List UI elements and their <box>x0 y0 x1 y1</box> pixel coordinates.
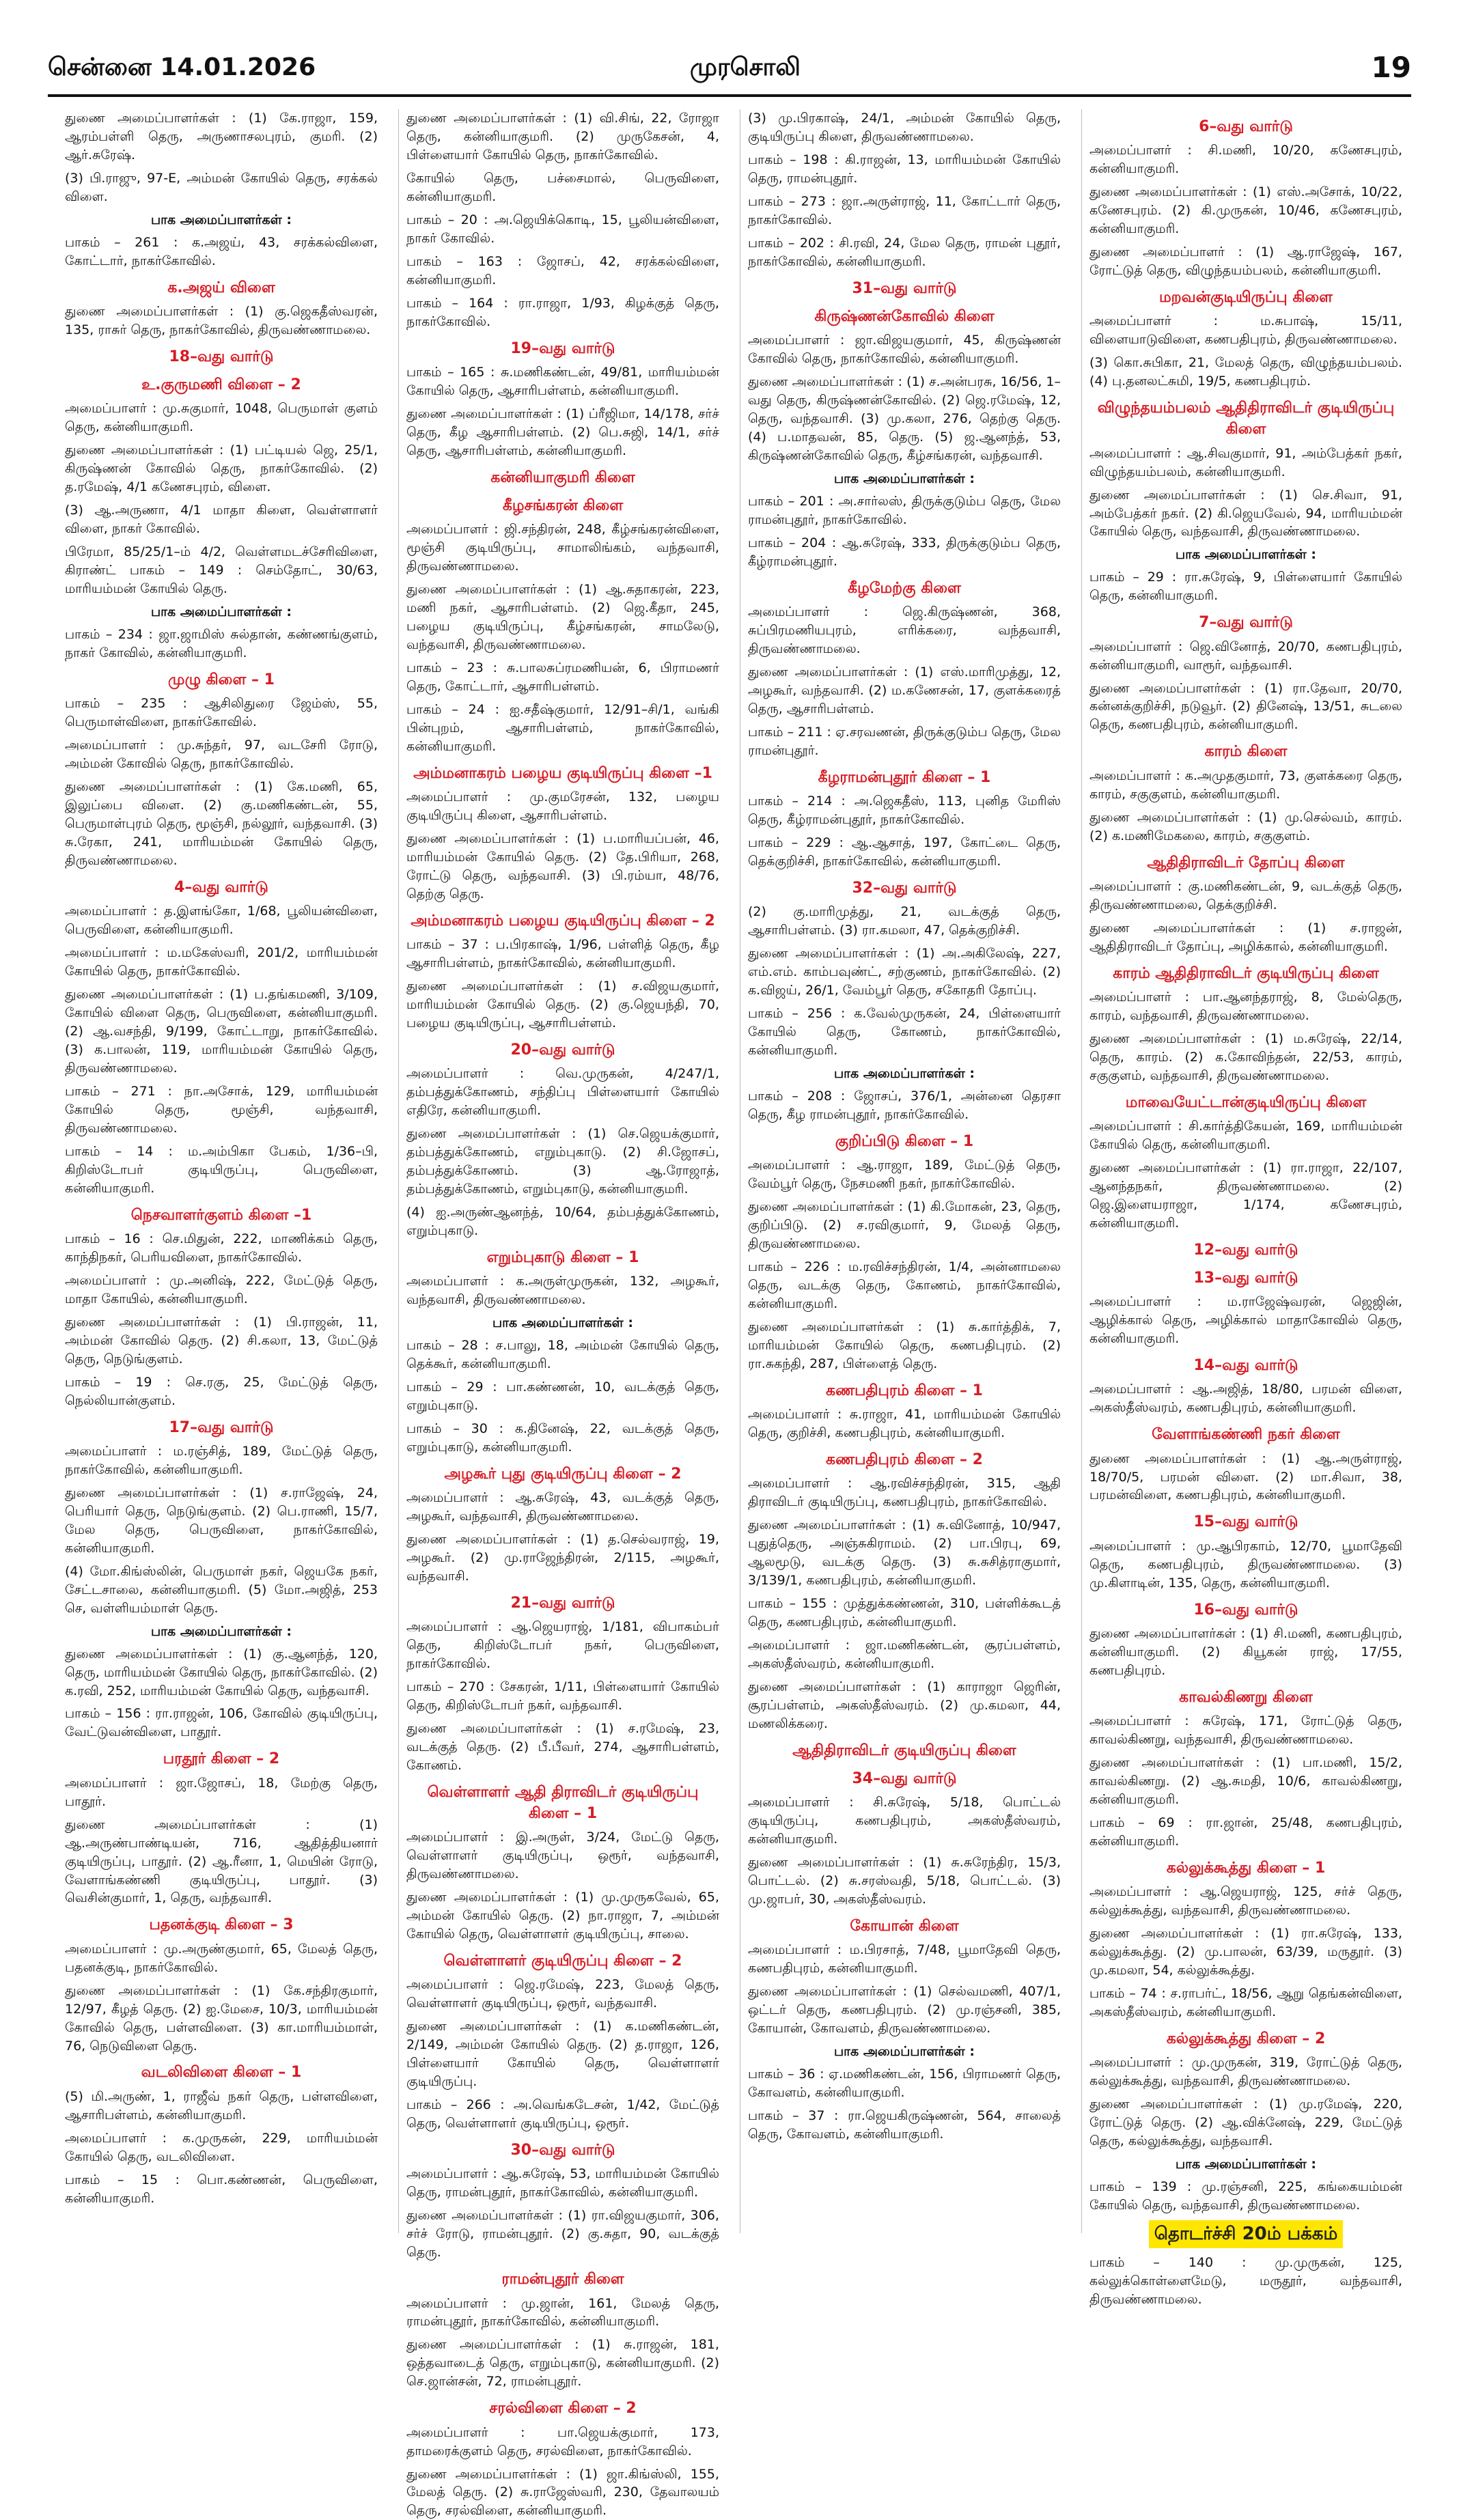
listing-entry: துணை அமைப்பாளர்கள் : (1) ப்ரீஜிமா, 14/178, சர்ச் தெரு, கீழ ஆசாரிபள்ளம். (2) பெ.சுஜி, 14/1, சர்ச் தெரு, ஆசாரிபள்ளம், கன்னியாகுமரி. <box>406 406 719 458</box>
section-heading: வெள்ளாளர் குடியிருப்பு கிளை – 2 <box>443 1952 682 1970</box>
listing-entry: பாகம் – 165 : சு.மணிகண்டன், 49/81, மாரியம்மன் கோயில் தெரு, ஆசாரிபள்ளம், கன்னியாகுமரி. <box>406 364 719 398</box>
listing-entry: துணை அமைப்பாளர்கள் : (1) பி.ராஜன், 11, அம்மன் கோவில் தெரு. (2) சி.கலா, 13, மேட்டுத் தெரு, நெடுங்குளம். <box>65 1314 378 1367</box>
section-heading: காரம் ஆதிதிராவிடர் குடியிருப்பு கிளை <box>1113 964 1379 982</box>
listing-entry: அமைப்பாளர் : க.அருள்முருகன், 132, அழகூர், வந்தவாசி, திருவண்ணாமலை. <box>406 1274 719 1308</box>
listing-entry: அமைப்பாளர் : ம.ரஞ்சித், 189, மேட்டுத் தெரு, நாகர்கோவில், கன்னியாகுமரி. <box>65 1443 378 1477</box>
listing-entry: (4) மோ.கிங்ஸ்லின், பெருமாள் நகர், ஜெயகே நகர், சேட்டசாலை, கன்னியாகுமரி. (5) மோ.அஜித், 253 செ, வள்ளியம்மாள் தெரு. <box>65 1563 378 1616</box>
listing-entry: துணை அமைப்பாளர்கள் : (1) ச.விஜயகுமார், மாரியம்மன் கோயில் தெரு. (2) கு.ஜெயந்தி, 70, பழைய குடியிருப்பு, ஆசாரிபள்ளம். <box>406 979 719 1031</box>
subsection-label: பாக அமைப்பாளர்கள் : <box>1175 2156 1316 2172</box>
listing-entry: (3) மு.பிரகாஷ், 24/1, அம்மன் கோயில் தெரு, குடியிருப்பு கிளை, திருவண்ணாமலை. <box>748 111 1061 144</box>
listing-entry: அமைப்பாளர் : க.அமுதகுமார், 73, குளக்கரை தெரு, காரம், சகுகுளம், கன்னியாகுமரி. <box>1089 768 1402 802</box>
listing-entry: அமைப்பாளர் : கு.மணிகண்டன், 9, வடக்குத் தெரு, திருவண்ணாமலை, தெக்குறிச்சி. <box>1089 878 1402 912</box>
listing-entry: அமைப்பாளர் : ஜெ.வினோத், 20/70, கணபதிபுரம், கன்னியாகுமரி, வாரூர், வந்தவாசி. <box>1089 639 1402 673</box>
section-heading: வடலிவிளை கிளை – 1 <box>141 2064 302 2082</box>
listing-entry: துணை அமைப்பாளர்கள் : (1) கு.ஆனந்த், 120, தெரு, மாரியம்மன் கோயில் தெரு, நாகர்கோவில். (2) க.ரவி, 252, மாரியம்மன் கோயில் தெரு, வந்தவாசி. <box>65 1646 378 1698</box>
listing-entry: துணை அமைப்பாளர்கள் : (1) த.செல்வராஜ், 19, அழகூர். (2) மு.ராஜேந்திரன், 2/115, அழகூர், வந்தவாசி. <box>406 1532 719 1584</box>
listing-entry: அமைப்பாளர் : ம.சுபாஷ், 15/11, விளையாடுவிளை, கணபதிபுரம், திருவண்ணாமலை. <box>1089 313 1402 348</box>
listing-entry: பாகம் – 36 : ஏ.மணிகண்டன், 156, பிராமணர் தெரு, கோவளம், கன்னியாகுமரி. <box>748 2067 1061 2101</box>
listing-entry: அமைப்பாளர் : சி.சுரேஷ், 5/18, பொட்டல் குடியிருப்பு, கணபதிபுரம், அகஸ்தீஸ்வரம், கன்னியாகுமரி. <box>748 1795 1061 1847</box>
listing-entry: பாகம் – 29 : பா.கண்ணன், 10, வடக்குத் தெரு, எறும்புகாடு. <box>406 1379 719 1413</box>
section-heading: 34–வது வார்டு <box>852 1769 957 1787</box>
section-heading: ஆதிதிராவிடர் குடியிருப்பு கிளை <box>792 1741 1016 1759</box>
listing-entry: அமைப்பாளர் : மு.குமரேசன், 132, பழைய குடியிருப்பு கிளை, ஆசாரிபள்ளம். <box>406 789 719 824</box>
section-heading: அம்மனாகரம் பழைய குடியிருப்பு கிளை – 2 <box>411 912 715 929</box>
section-heading: 20–வது வார்டு <box>510 1041 615 1059</box>
listing-entry: (3) பி.ராஜு, 97-E, அம்மன் கோயில் தெரு, சரக்கல் விளை. <box>65 170 378 204</box>
listing-entry: அமைப்பாளர் : ஆ.ராஜா, 189, மேட்டுத் தெரு, வேம்பூர் தெரு, நேசமணி நகர், நாகர்கோவில். <box>748 1158 1061 1192</box>
listing-entry: அமைப்பாளர் : ஆ.அஜித், 18/80, பரமன் விளை, அகஸ்தீஸ்வரம், கணபதிபுரம், கன்னியாகுமரி. <box>1089 1382 1402 1416</box>
listing-entry: பிரேமா, 85/25/1–ம் 4/2, வெள்ளமடச்சேரிவிளை, கிராண்ட் பாகம் – 149 : செம்தோட், 30/63, மாரியம்மன் கோயில் தெரு. <box>65 544 378 597</box>
listing-entry: பாகம் – 74 : ச.ராபர்ட், 18/56, ஆறு தெங்கன்விளை, அகஸ்தீஸ்வரம், கன்னியாகுமரி. <box>1089 1985 1402 2019</box>
listing-entry: அமைப்பாளர் : மு.ஜான், 161, மேலத் தெரு, ராமன்புதூர், நாகர்கோவில், கன்னியாகுமரி. <box>406 2295 719 2329</box>
section-heading: 31–வது வார்டு <box>852 279 957 297</box>
listing-entry: துணை அமைப்பாளர்கள் : (1) சு.கார்த்திக், 7, மாரியம்மன் கோயில் தெரு, கணபதிபுரம். (2) ரா.சுகந்தி, 287, பிள்ளைத் தெரு. <box>748 1319 1061 1371</box>
section-heading: 4–வது வார்டு <box>174 878 268 896</box>
listing-entry: அமைப்பாளர் : ம.பிரசாத், 7/48, பூமாதேவி தெரு, கணபதிபுரம், கன்னியாகுமரி. <box>748 1942 1061 1976</box>
listing-entry: துணை அமைப்பாளர்கள் : (1) கி.மோகன், 23, தெரு, குறிப்பிடு. (2) ச.ரவிகுமார், 9, மேலத் தெரு, திருவண்ணாமலை. <box>748 1199 1061 1251</box>
subsection-label: பாக அமைப்பாளர்கள் : <box>150 604 292 620</box>
listing-entry: பாகம் – 139 : மு.ரஞ்சனி, 225, கங்கையம்மன் கோயில் தெரு, வந்தவாசி, திருவண்ணாமலை. <box>1089 2179 1402 2213</box>
section-heading: கணபதிபுரம் கிளை – 2 <box>826 1451 983 1468</box>
listing-entry: பாகம் – 226 : ம.ரவிச்சந்திரன், 1/4, அன்னாமலை தெரு, வடக்கு தெரு, கோணம், நாகர்கோவில், கன்னியாகுமரி. <box>748 1259 1061 1311</box>
section-heading: 13–வது வார்டு <box>1193 1270 1298 1287</box>
listing-entry: அமைப்பாளர் : ஜா.மணிகண்டன், சூரப்பள்ளம், அகஸ்தீஸ்வரம், கன்னியாகுமரி. <box>748 1637 1061 1671</box>
section-heading: வெள்ளாளர் ஆதி திராவிடர் குடியிருப்பு கிளை – 1 <box>427 1783 699 1823</box>
section-heading: 18–வது வார்டு <box>169 348 274 365</box>
listing-entry: துணை அமைப்பாளர்கள் : (1) அ.அகிலேஷ், 227, எம்.எம். காம்பவுண்ட், சற்குணம், நாகர்கோவில். (2) க.விஜய், 26/1, வேம்பூர் தெரு, சகோதரி தோப்பு. <box>748 946 1061 998</box>
section-heading: 7–வது வார்டு <box>1199 614 1293 632</box>
section-heading: எறும்புகாடு கிளை – 1 <box>486 1248 639 1266</box>
section-heading: குறிப்பிடு கிளை – 1 <box>835 1132 974 1150</box>
column-4 <box>1089 109 1402 2307</box>
listing-entry: பாகம் – 198 : கி.ராஜன், 13, மாரியம்மன் கோயில் தெரு, ராமன்புதூர். <box>748 152 1061 186</box>
listing-entry: பாகம் – 37 : ரா.ஜெயகிருஷ்ணன், 564, சாலைத் தெரு, கோவளம், கன்னியாகுமரி. <box>748 2108 1061 2142</box>
masthead-title: முரசொலி <box>690 53 801 81</box>
listing-entry: துணை அமைப்பாளர்கள் : (1) சு.வினோத், 10/947, புதுத்தெரு, அஞ்சுகிராமம். (2) பா.பிரபு, 69, ஆலமூடு, வடக்கு தெரு. (3) சு.சுசித்ராகுமார், 3/139/1, கணபதிபுரம், கன்னியாகுமரி. <box>748 1517 1061 1588</box>
listing-entry: கோயில் தெரு, பச்சைமால், பெருவிளை, கன்னியாகுமரி. <box>406 170 719 204</box>
listing-entry: பாகம் – 37 : ப.பிரகாஷ், 1/96, பள்ளித் தெரு, கீழ ஆசாரிபள்ளம், நாகர்கோவில், கன்னியாகுமரி. <box>406 937 719 971</box>
listing-entry: பாகம் – 204 : ஆ.சுரேஷ், 333, திருக்குடும்ப தெரு, கீழ்ராமன்புதூர். <box>748 535 1061 569</box>
subsection-label: பாக அமைப்பாளர்கள் : <box>492 1315 633 1331</box>
listing-entry: துணை அமைப்பாளர்கள் : (1) காராஜா ஜெரின், சூரப்பள்ளம், அகஸ்தீஸ்வரம். (2) மு.கமலா, 44, மணலிக்கரை. <box>748 1679 1061 1731</box>
listing-entry: துணை அமைப்பாளர்கள் : (1) ஆ.சுதாகரன், 223, மணி நகர், ஆசாரிபள்ளம். (2) ஜெ.கீதா, 245, பழைய குடியிருப்பு, கீழ்சங்கரன், சாமலேடு, வந்தவாசி, திருவண்ணாமலை. <box>406 582 719 653</box>
page-number: 19 <box>1371 51 1411 84</box>
listing-entry: துணை அமைப்பாளர்கள் : (1) எஸ்.அசோக், 10/22, கணேசபுரம். (2) கி.முருகன், 10/46, கணேசபுரம், கன்னியாகுமரி. <box>1089 184 1402 237</box>
section-heading: 19–வது வார்டு <box>510 339 615 357</box>
listing-entry: பாகம் – 201 : அ.சார்லஸ், திருக்குடும்ப தெரு, மேல ராமன்புதூர், நாகர்கோவில். <box>748 493 1061 527</box>
listing-entry: துணை அமைப்பாளர்கள் : (1) ச.ராஜன், ஆதிதிராவிடர் தோப்பு, அழிக்கால், கன்னியாகுமரி. <box>1089 920 1402 954</box>
listing-entry: பாகம் – 29 : ரா.சுரேஷ், 9, பிள்ளையார் கோயில் தெரு, கன்னியாகுமரி. <box>1089 570 1402 604</box>
listing-entry: பாகம் – 271 : நா.அசோக், 129, மாரியம்மன் கோயில் தெரு, மூஞ்சி, வந்தவாசி, திருவண்ணாமலை. <box>65 1083 378 1136</box>
listing-entry: அமைப்பாளர் : மு.சுந்தர், 97, வடசேரி ரோடு, அம்மன் கோவில் தெரு, நாகர்கோவில். <box>65 738 378 772</box>
section-heading: மறவன்குடியிருப்பு கிளை <box>1158 289 1333 307</box>
section-heading: கோயான் கிளை <box>850 1918 959 1935</box>
listing-entry: (4) ஐ.அருண்ஆனந்த், 10/64, தம்பத்துக்கோணம், எறும்புகாடு. <box>406 1204 719 1238</box>
listing-entry: அமைப்பாளர் : ம.மகேஸ்வரி, 201/2, மாரியம்மன் கோயில் தெரு, நாகர்கோவில். <box>65 945 378 979</box>
listing-entry: அமைப்பாளர் : சி.மணி, 10/20, கணேசபுரம், கன்னியாகுமரி. <box>1089 143 1402 177</box>
section-heading: முழு கிளை – 1 <box>168 671 275 688</box>
section-heading: 15–வது வார்டு <box>1193 1513 1298 1531</box>
listing-entry: பாகம் – 202 : சி.ரவி, 24, மேல தெரு, ராமன் புதூர், நாகர்கோவில், கன்னியாகுமரி. <box>748 235 1061 269</box>
section-heading: கல்லுக்கூத்து கிளை – 1 <box>1166 1859 1326 1877</box>
listing-entry: பாகம் – 214 : அ.ஜெகதீஸ், 113, புனித மேரிஸ் தெரு, கீழ்ராமன்புதூர், நாகர்கோவில். <box>748 794 1061 828</box>
listing-entry: துணை அமைப்பாளர்கள் : (1) ஜா.கிங்ஸ்லி, 155, மேலத் தெரு. (2) சு.ராஜேஸ்வரி, 230, தேவாலயம் தெரு, சரல்விளை, கன்னியாகுமரி. <box>406 2466 719 2519</box>
section-heading: ராமன்புதூர் கிளை <box>501 2271 624 2288</box>
listing-entry: துணை அமைப்பாளர்கள் : (1) கே.மணி, 65, இலுப்பை விளை. (2) கு.மணிகண்டன், 55, பெருமாள்புரம் தெரு, மூஞ்சி, நல்லூர், வந்தவாசி. (3) சு.ரேகா, 241, மாரியம்மன் கோயில் தெரு, திருவண்ணாமலை. <box>65 779 378 868</box>
listing-entry: துணை அமைப்பாளர்கள் : (1) ரா.தேவா, 20/70, கன்னக்குறிச்சி, நடுவூர். (2) தினேஷ், 13/51, சுடலை தெரு, கணபதிபுரம், கன்னியாகுமரி. <box>1089 680 1402 733</box>
listing-entry: (2) கு.மாரிமுத்து, 21, வடக்குத் தெரு, ஆசாரிபள்ளம். (3) ரா.கமலா, 47, தெக்குறிச்சி. <box>748 904 1061 938</box>
section-heading: கணபதிபுரம் கிளை – 1 <box>826 1382 983 1399</box>
subsection-label: பாக அமைப்பாளர்கள் : <box>150 212 292 227</box>
listing-entry: பாகம் – 229 : ஆ.ஆசாத், 197, கோட்டை தெரு, தெக்குறிச்சி, நாகர்கோவில், கன்னியாகுமரி. <box>748 835 1061 869</box>
listing-entry: துணை அமைப்பாளர்கள் : (1) மு.ரமேஷ், 220, ரோட்டுத் தெரு. (2) ஆ.விக்னேஷ், 229, மேட்டுத் தெரு, கல்லுக்கூத்து, வந்தவாசி. <box>1089 2096 1402 2148</box>
page-header <box>0 0 1459 82</box>
listing-entry: துணை அமைப்பாளர்கள் : (1) ப.தங்கமணி, 3/109, கோயில் விளை தெரு, பெருவிளை, கன்னியாகுமரி. (2) ஆ.வசந்தி, 9/199, கோட்டாறு, நாகர்கோவில். (3) க.பாலன், 119, மாரியம்மன் கோயில் தெரு, திருவண்ணாமலை. <box>65 987 378 1076</box>
listing-entry: பாகம் – 256 : க.வேல்முருகன், 24, பிள்ளையார் கோயில் தெரு, கோணம், நாகர்கோவில், கன்னியாகுமரி. <box>748 1006 1061 1058</box>
listing-entry: அமைப்பாளர் : சி.கார்த்திகேயன், 169, மாரியம்மன் கோயில் தெரு, கன்னியாகுமரி. <box>1089 1118 1402 1152</box>
listing-entry: அமைப்பாளர் : மு.சுகுமார், 1048, பெருமாள் குளம் தெரு, கன்னியாகுமரி. <box>65 401 378 435</box>
listing-entry: அமைப்பாளர் : மு.ஆபிரகாம், 12/70, பூமாதேவி தெரு, கணபதிபுரம், திருவண்ணாமலை. (3) மு.கிளாடின், 135, தெரு, கன்னியாகுமரி. <box>1089 1538 1402 1591</box>
subsection-label: பாக அமைப்பாளர்கள் : <box>150 1623 292 1639</box>
listing-entry: பாகம் – 163 : ஜோசப், 42, சரக்கல்விளை, கன்னியாகுமரி. <box>406 253 719 288</box>
section-heading: 17–வது வார்டு <box>169 1418 274 1436</box>
column-1 <box>65 109 378 2233</box>
listing-entry: துணை அமைப்பாளர்கள் : (1) சி.மணி, கணபதிபுரம், கன்னியாகுமரி. (2) கியூகன் ராஜ், 17/55, கணபதிபுரம். <box>1089 1625 1402 1678</box>
listing-entry: அமைப்பாளர் : இ.அருள், 3/24, மேட்டு தெரு, வெள்ளாளர் குடியிருப்பு, ஒரூர், வந்தவாசி, திருவண்ணாமலை. <box>406 1830 719 1882</box>
listing-entry: அமைப்பாளர் : ஆ.ரவிச்சந்திரன், 315, ஆதி திராவிடர் குடியிருப்பு, கணபதிபுரம், நாகர்கோவில். <box>748 1476 1061 1510</box>
section-heading: 30–வது வார்டு <box>510 2142 615 2159</box>
section-heading: மாவையேட்டான்குடியிருப்பு கிளை <box>1125 1093 1367 1111</box>
listing-entry: அமைப்பாளர் : பா.ஜெயக்குமார், 173, தாமரைக்குளம் தெரு, சரல்விளை, நாகர்கோவில். <box>406 2424 719 2459</box>
listing-entry: (3) ஆ.அருணா, 4/1 மாதா கிளை, வெள்ளாளர் விளை, நாகர் கோவில். <box>65 503 378 537</box>
continuation-wrap <box>1089 2220 1402 2248</box>
listing-entry: துணை அமைப்பாளர்கள் : (1) பா.மணி, 15/2, காவல்கிணறு. (2) ஆ.சுமதி, 10/6, காவல்கிணறு, கன்னியாகுமரி. <box>1089 1754 1402 1807</box>
listing-entry: துணை அமைப்பாளர்கள் : (1) சு.ராஜன், 181, ஒத்தவாடைத் தெரு, எறும்புகாடு, கன்னியாகுமரி. (2) செ.ஜான்சன், 72, ராமன்புதூர். <box>406 2337 719 2390</box>
listing-entry: துணை அமைப்பாளர்கள் : (1) செ.சிவா, 91, அம்பேத்கர் நகர். (2) கி.ஜெயவேல், 94, மாரியம்மன் கோயில் தெரு, வந்தவாசி, திருவண்ணாமலை. <box>1089 487 1402 540</box>
listing-entry: துணை அமைப்பாளர் : (1) ஆ.ராஜேஷ், 167, ரோட்டுத் தெரு, விழுந்தயம்பலம், கன்னியாகுமரி. <box>1089 244 1402 279</box>
section-heading: ஆதிதிராவிடர் தோப்பு கிளை <box>1147 854 1345 871</box>
listing-entry: அமைப்பாளர் : ஜெ.ரமேஷ், 223, மேலத் தெரு, வெள்ளாளர் குடியிருப்பு, ஒரூர், வந்தவாசி. <box>406 1977 719 2011</box>
continuation-note: தொடர்ச்சி 20ம் பக்கம் <box>1149 2220 1344 2248</box>
section-heading: சரல்விளை கிளை – 2 <box>489 2400 637 2418</box>
listing-entry: துணை அமைப்பாளர்கள் : (1) பட்டியல் ஜெ, 25/1, கிருஷ்ணன் கோவில் தெரு, நாகர்கோவில். (2) த.ரமேஷ், 4/1 கணேசபுரம், விளை. <box>65 443 378 495</box>
listing-entry: பாகம் – 28 : ச.பாலு, 18, அம்மன் கோயில் தெரு, தெக்கூர், கன்னியாகுமரி. <box>406 1338 719 1372</box>
listing-entry: துணை அமைப்பாளர்கள் : (1) க.மணிகண்டன், 2/149, அம்மன் கோயில் தெரு. (2) த.ராஜா, 126, பிள்ளையார் கோயில் தெரு, வெள்ளாளர் குடியிருப்பு. <box>406 2019 719 2090</box>
listing-entry: அமைப்பாளர் : ஜெ.கிருஷ்ணன், 368, சுப்பிரமணியபுரம், எரிக்கரை, வந்தவாசி, திருவண்ணாமலை. <box>748 604 1061 657</box>
section-heading: 14–வது வார்டு <box>1193 1357 1298 1375</box>
listing-entry: பாகம் – 273 : ஜா.அருள்ராஜ், 11, கோட்டார் தெரு, நாகர்கோவில். <box>748 193 1061 227</box>
listing-entry: அமைப்பாளர் : ஜா.விஜயகுமார், 45, கிருஷ்ணன் கோவில் தெரு, நாகர்கோவில், கன்னியாகுமரி. <box>748 333 1061 367</box>
listing-entry: பாகம் – 164 : ரா.ராஜா, 1/93, கிழக்குத் தெரு, நாகர்கோவில். <box>406 295 719 329</box>
section-heading: 6–வது வார்டு <box>1199 118 1293 135</box>
section-heading: நெசவாளர்குளம் கிளை –1 <box>130 1206 312 1224</box>
listing-entry: பாகம் – 140 : மு.முருகன், 125, கல்லுக்கொள்ளைமேடு, மருதூர், வந்தவாசி, திருவண்ணாமலை. <box>1089 2254 1402 2307</box>
listing-entry: துணை அமைப்பாளர்கள் : (1) வி.சிங், 22, ரோஜா தெரு, கன்னியாகுமரி. (2) முருகேசன், 4, பிள்ளையார் கோயில் தெரு, நாகர்கோவில். <box>406 111 719 163</box>
section-heading: காவல்கிணறு கிளை <box>1179 1688 1313 1706</box>
section-heading: பரதூர் கிளை – 2 <box>163 1750 280 1768</box>
listing-entry: அமைப்பாளர் : ஜி.சந்திரன், 248, கீழ்சங்கரன்விளை, மூஞ்சி குடியிருப்பு, சாமாலிங்கம், வந்தவாசி, திருவண்ணாமலை. <box>406 522 719 574</box>
dateline: சென்னை 14.01.2026 <box>48 53 316 81</box>
listing-entry: துணை அமைப்பாளர்கள் : (1) ரா.ராஜா, 22/107, ஆனந்தநகர், திருவண்ணாமலை. (2) ஜெ.இளையராஜா, 1/174, கணேசபுரம், கன்னியாகுமரி. <box>1089 1160 1402 1231</box>
listing-entry: பாகம் – 14 : ம.அம்பிகா பேகம், 1/36–பி, கிறிஸ்டோபர் குடியிருப்பு, பெருவிளை, கன்னியாகுமரி. <box>65 1143 378 1196</box>
article-columns <box>65 109 1404 2519</box>
header-rule <box>48 94 1411 97</box>
subsection-label: பாக அமைப்பாளர்கள் : <box>833 1065 975 1081</box>
listing-entry: அமைப்பாளர் : ம.ராஜேஷ்வரன், ஜெஜின், ஆழிக்கால் தெரு, அழிக்கால் மாதாகோவில் தெரு, கன்னியாகுமரி. <box>1089 1294 1402 1347</box>
listing-entry: துணை அமைப்பாளர்கள் : (1) செ.ஜெயக்குமார், தம்பத்துக்கோணம், எறும்புகாடு. (2) சி.ஜோசப், தம்பத்துக்கோணம். (3) ஆ.ரோஜாத், தம்பத்துக்கோணம், எறும்புகாடு, கன்னியாகுமரி. <box>406 1126 719 1196</box>
listing-entry: துணை அமைப்பாளர்கள் : (1) ஆ.அருண்பாண்டியன், 716, ஆதித்தியனார் குடியிருப்பு, பாதூர். (2) ஆ.ரீனா, 1, மெயின் ரோடு, வேளாங்கண்ணி குடியிருப்பு, பாதூர். (3) வெசின்குமார், 1, தெரு, வந்தவாசி. <box>65 1817 378 1906</box>
listing-entry: அமைப்பாளர் : மு.அருண்குமார், 65, மேலத் தெரு, பதனக்குடி, நாகர்கோவில். <box>65 1941 378 1975</box>
section-heading: கீழமேற்கு கிளை <box>848 579 961 597</box>
listing-entry: பாகம் – 266 : அ.வெங்கடேசன், 1/42, மேட்டுத் தெரு, வெள்ளாளர் குடியிருப்பு, ஒரூர். <box>406 2097 719 2131</box>
listing-entry: அமைப்பாளர் : ஆ.சுரேஷ், 53, மாரியம்மன் கோயில் தெரு, ராமன்புதூர், நாகர்கோவில், கன்னியாகுமரி. <box>406 2166 719 2200</box>
listing-entry: (5) மி.அருண், 1, ராஜீவ் நகர் தெரு, பள்ளவிளை, ஆசாரிபள்ளம், கன்னியாகுமரி. <box>65 2088 378 2123</box>
section-heading: உ.குருமணி விளை – 2 <box>141 376 301 394</box>
listing-entry: அமைப்பாளர் : பா.ஆனந்தராஜ், 8, மேல்தெரு, காரம், வந்தவாசி, திருவண்ணாமலை. <box>1089 989 1402 1023</box>
column-2 <box>406 109 719 2519</box>
listing-entry: (3) கொ.சுபிகா, 21, மேலத் தெரு, விழுந்தயம்பலம். (4) பு.தனலட்சுமி, 19/5, கணபதிபுரம். <box>1089 355 1402 389</box>
listing-entry: துணை அமைப்பாளர்கள் : (1) ஆ.அருள்ராஜ், 18/70/5, பரமன் விளை. (2) மா.சிவா, 38, பரமன்விளை, கணபதிபுரம், கன்னியாகுமரி. <box>1089 1451 1402 1503</box>
column-3 <box>748 109 1061 2233</box>
section-heading: வேளாங்கண்ணி நகர் கிளை <box>1152 1426 1340 1444</box>
listing-entry: துணை அமைப்பாளர்கள் : (1) மு.முருகவேல், 65, அம்மன் கோயில் தெரு. (2) நா.ராஜா, 7, அம்மன் கோயில் தெரு, வெள்ளாளர் குடியிருப்பு, சாலை. <box>406 1890 719 1942</box>
section-heading: 32–வது வார்டு <box>852 879 957 897</box>
section-heading: 12–வது வார்டு <box>1193 1241 1298 1259</box>
section-heading: கீழராமன்புதூர் கிளை – 1 <box>818 768 991 786</box>
section-heading: கல்லுக்கூத்து கிளை – 2 <box>1166 2030 1326 2047</box>
listing-entry: பாகம் – 16 : செ.மிதுன், 222, மாணிக்கம் தெரு, காந்திநகர், பெரியவிளை, நாகர்கோவில். <box>65 1231 378 1265</box>
listing-entry: அமைப்பாளர் : க.முருகன், 229, மாரியம்மன் கோயில் தெரு, வடலிவிளை. <box>65 2130 378 2164</box>
listing-entry: அமைப்பாளர் : ஜா.ஜோசப், 18, மேற்கு தெரு, பாதூர். <box>65 1775 378 1809</box>
listing-entry: பாகம் – 69 : ரா.ஜான், 25/48, கணபதிபுரம், கன்னியாகுமரி. <box>1089 1815 1402 1849</box>
listing-entry: பாகம் – 156 : ரா.ராஜன், 106, கோவில் குடியிருப்பு, வேட்டுவன்விளை, பாதூர். <box>65 1706 378 1740</box>
listing-entry: அமைப்பாளர் : த.இளங்கோ, 1/68, பூலியன்விளை, பெருவிளை, கன்னியாகுமரி. <box>65 904 378 938</box>
listing-entry: பாகம் – 20 : அ.ஜெயிக்கொடி, 15, பூலியன்விளை, நாகர் கோவில். <box>406 212 719 246</box>
listing-entry: துணை அமைப்பாளர்கள் : (1) கே.ராஜா, 159, ஆரம்பள்ளி தெரு, அருணாசலபுரம், குமரி. (2) ஆர்.சுரேஷ். <box>65 111 378 163</box>
listing-entry: துணை அமைப்பாளர்கள் : (1) மு.செல்வம், காரம். (2) க.மணிமேகலை, காரம், சகுகுளம். <box>1089 809 1402 843</box>
listing-entry: அமைப்பாளர் : ஆ.ஜெயராஜ், 1/181, விபாகம்பர் தெரு, கிறிஸ்டோபர் நகர், பெருவிளை, நாகர்கோவில். <box>406 1619 719 1672</box>
listing-entry: துணை அமைப்பாளர்கள் : (1) சு.சுரேந்திர, 15/3, பொட்டல். (2) சு.சரஸ்வதி, 5/18, பொட்டல். (3) மு.ஜாபர், 30, அகஸ்தீஸ்வரம். <box>748 1855 1061 1907</box>
listing-entry: பாகம் – 261 : க.அஜய், 43, சரக்கல்விளை, கோட்டார், நாகர்கோவில். <box>65 234 378 268</box>
listing-entry: பாகம் – 235 : ஆசிலிதுரை ஜேம்ஸ், 55, பெருமாள்விளை, நாகர்கோவில். <box>65 696 378 730</box>
listing-entry: பாகம் – 30 : க.தினேஷ், 22, வடக்குத் தெரு, எறும்புகாடு, கன்னியாகுமரி. <box>406 1420 719 1455</box>
section-heading: கன்னியாகுமரி கிளை <box>490 468 635 486</box>
listing-entry: துணை அமைப்பாளர்கள் : (1) ச.ரமேஷ், 23, வடக்குத் தெரு. (2) பீ.பீவர், 274, ஆசாரிபள்ளம், கோணம். <box>406 1721 719 1773</box>
listing-entry: அமைப்பாளர் : மு.அனிஷ், 222, மேட்டுத் தெரு, மாதா கோயில், கன்னியாகுமரி. <box>65 1272 378 1306</box>
section-heading: 21–வது வார்டு <box>510 1594 615 1612</box>
section-heading: பதனக்குடி கிளை – 3 <box>149 1916 294 1934</box>
section-heading: விழுந்தயம்பலம் ஆதிதிராவிடர் குடியிருப்பு கிளை <box>1097 400 1395 438</box>
section-heading: கிருஷ்ணன்கோவில் கிளை <box>814 307 995 325</box>
listing-entry: பாகம் – 24 : ஐ.சதீஷ்குமார், 12/91–சி/1, வங்கி பின்புறம், ஆசாரிபள்ளம், நாகர்கோவில், கன்னியாகுமரி. <box>406 701 719 754</box>
listing-entry: துணை அமைப்பாளர்கள் : (1) ரா.விஜயகுமார், 306, சர்ச் ரோடு, ராமன்புதூர். (2) கு.சுதா, 90, வடக்குத் தெரு. <box>406 2208 719 2260</box>
section-heading: க.அஜய் விளை <box>167 279 275 296</box>
listing-entry: பாகம் – 211 : ஏ.சரவணன், திருக்குடும்ப தெரு, மேல ராமன்புதூர். <box>748 724 1061 758</box>
section-heading: அம்மனாகரம் பழைய குடியிருப்பு கிளை –1 <box>413 764 712 782</box>
section-heading: 16–வது வார்டு <box>1193 1601 1298 1619</box>
section-heading: காரம் கிளை <box>1204 743 1288 761</box>
listing-entry: பாகம் – 155 : முத்துக்கண்ணன், 310, பள்ளிக்கூடத் தெரு, கணபதிபுரம், கன்னியாகுமரி. <box>748 1595 1061 1629</box>
listing-entry: துணை அமைப்பாளர்கள் : (1) ப.மாரியப்பன், 46, மாரியம்மன் கோயில் தெரு. (2) தே.பிரியா, 268, ரோட்டு தெரு, வந்தவாசி. (3) பி.ரம்யா, 48/76, தெற்கு தெரு. <box>406 831 719 901</box>
listing-entry: பாகம் – 19 : செ.ரகு, 25, மேட்டுத் தெரு, நெல்லியான்குளம். <box>65 1374 378 1408</box>
section-heading: கீழசங்கரன் கிளை <box>502 496 624 514</box>
listing-entry: அமைப்பாளர் : மு.முருகன், 319, ரோட்டுத் தெரு, கல்லுக்கூத்து, வந்தவாசி, திருவண்ணாமலை. <box>1089 2055 1402 2088</box>
subsection-label: பாக அமைப்பாளர்கள் : <box>833 2044 975 2060</box>
listing-entry: துணை அமைப்பாளர்கள் : (1) செல்வமணி, 407/1, ஒட்டர் தெரு, கணபதிபுரம். (2) மு.ரஞ்சனி, 385, கோயான், கோவளம், திருவண்ணாமலை. <box>748 1984 1061 2036</box>
listing-entry: பாகம் – 208 : ஜோசப், 376/1, அன்னை தெரசா தெரு, கீழ ராமன்புதூர், நாகர்கோவில். <box>748 1088 1061 1122</box>
subsection-label: பாக அமைப்பாளர்கள் : <box>833 471 975 486</box>
section-heading: அழகூர் புது குடியிருப்பு கிளை – 2 <box>444 1465 682 1483</box>
listing-entry: அமைப்பாளர் : ஆ.ஜெயராஜ், 125, சர்ச் தெரு, கல்லுக்கூத்து, வந்தவாசி, திருவண்ணாமலை. <box>1089 1884 1402 1918</box>
listing-entry: துணை அமைப்பாளர்கள் : (1) ம.சுரேஷ், 22/14, தெரு, காரம். (2) க.கோவிந்தன், 22/53, காரம், சகுகுளம், வந்தவாசி, திருவண்ணாமலை. <box>1089 1031 1402 1083</box>
listing-entry: பாகம் – 270 : சேகரன், 1/11, பிள்ளையார் கோயில் தெரு, கிறிஸ்டோபர் நகர், வந்தவாசி. <box>406 1679 719 1713</box>
listing-entry: துணை அமைப்பாளர்கள் : (1) ச.அன்பரசு, 16/56, 1–வது தெரு, கிருஷ்ணன்கோவில். (2) ஜெ.ரமேஷ், 12, தெரு, வந்தவாசி. (3) மு.கலா, 276, தெற்கு தெரு. (4) ப.மாதவன், 85, தெரு. (5) ஜ.ஆனந்த், 53, கிருஷ்ணன்கோவில் தெரு, கீழ்சங்கரன், வந்தவாசி. <box>748 374 1061 464</box>
listing-entry: பாகம் – 15 : பொ.கண்ணன், பெருவிளை, கன்னியாகுமரி. <box>65 2172 378 2206</box>
listing-entry: துணை அமைப்பாளர்கள் : (1) எஸ்.மாரிமுத்து, 12, அழகூர், வந்தவாசி. (2) ம.கணேசன், 17, குளக்கரைத் தெரு, ஆசாரிபள்ளம். <box>748 664 1061 716</box>
listing-entry: துணை அமைப்பாளர்கள் : (1) ரா.சுரேஷ், 133, கல்லுக்கூத்து. (2) மு.பாலன், 63/39, மருதூர். (3) மு.கமலா, 54, கல்லுக்கூத்து. <box>1089 1925 1402 1978</box>
listing-entry: பாகம் – 234 : ஜா.ஜாமிஸ் சுல்தான், கண்ணங்குளம், நாகர் கோவில், கன்னியாகுமரி. <box>65 627 378 661</box>
subsection-label: பாக அமைப்பாளர்கள் : <box>1175 547 1316 563</box>
listing-entry: அமைப்பாளர் : சு.ராஜா, 41, மாரியம்மன் கோயில் தெரு, குறிச்சி, கணபதிபுரம், கன்னியாகுமரி. <box>748 1406 1061 1440</box>
listing-entry: அமைப்பாளர் : ஆ.சிவகுமார், 91, அம்பேத்கர் நகர், விழுந்தயம்பலம், கன்னியாகுமரி. <box>1089 445 1402 479</box>
listing-entry: துணை அமைப்பாளர்கள் : (1) ச.ராஜேஷ், 24, பெரியார் தெரு, நெடுங்குளம். (2) பெ.ராணி, 15/7, மேல தெரு, பெருவிளை, நாகர்கோவில், கன்னியாகுமரி. <box>65 1485 378 1556</box>
listing-entry: பாகம் – 23 : சு.பாலசுப்ரமணியன், 6, பிராமணர் தெரு, கோட்டார், ஆசாரிபள்ளம். <box>406 660 719 694</box>
listing-entry: துணை அமைப்பாளர்கள் : (1) கு.ஜெகதீஸ்வரன், 135, ராசுர் தெரு, நாகர்கோவில், திருவண்ணாமலை. <box>65 303 378 337</box>
listing-entry: அமைப்பாளர் : சுரேஷ், 171, ரோட்டுத் தெரு, காவல்கிணறு, வந்தவாசி, திருவண்ணாமலை. <box>1089 1713 1402 1747</box>
listing-entry: அமைப்பாளர் : ஆ.சுரேஷ், 43, வடக்குத் தெரு, அழகூர், வந்தவாசி, திருவண்ணாமலை. <box>406 1490 719 1524</box>
listing-entry: அமைப்பாளர் : வெ.முருகன், 4/247/1, தம்பத்துக்கோணம், சந்திப்பு பிள்ளையார் கோயில் எதிரே, கன்னியாகுமரி. <box>406 1066 719 1119</box>
listing-entry: துணை அமைப்பாளர்கள் : (1) கே.சந்திரகுமார், 12/97, கீழத் தெரு. (2) ஐ.மேசை, 10/3, மாரியம்மன் கோவில் தெரு, பள்ளவிளை. (3) கா.மாரியம்மாள், 76, நெடுவிளை தெரு. <box>65 1983 378 2054</box>
